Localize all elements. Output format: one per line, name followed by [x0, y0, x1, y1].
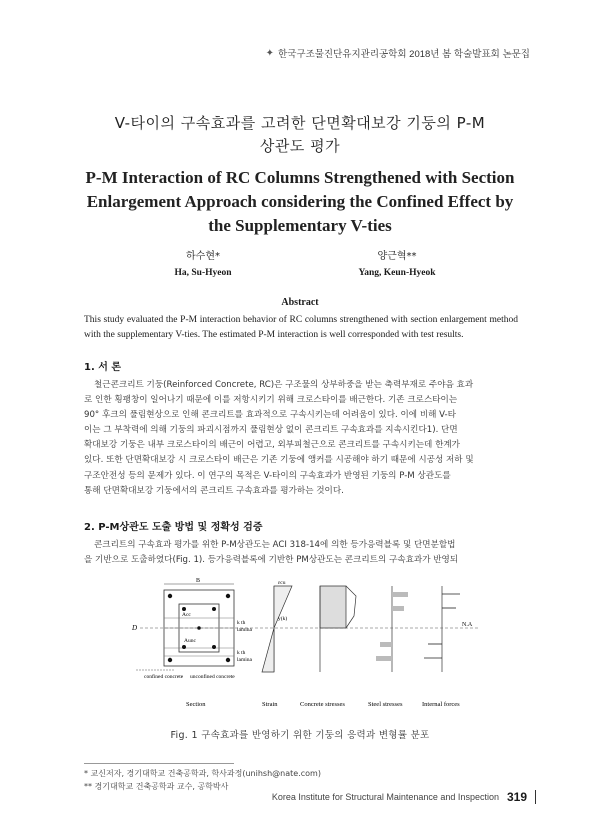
- lamina-label: lamina: [237, 627, 252, 633]
- page-number: 319: [506, 790, 527, 804]
- concrete-stresses-label: Concrete stresses: [300, 701, 345, 708]
- section-1-line: 90° 후크의 풀림현상으로 인해 콘크리트를 효과적으로 구속시키는데 어려움이 있다. 이에 비해 V-타: [84, 410, 456, 421]
- concrete-stress-block: [320, 586, 346, 628]
- rebar: [168, 658, 172, 662]
- depth-label: D: [132, 624, 138, 632]
- footnote-divider: [84, 763, 234, 764]
- strain-label: Strain: [262, 701, 278, 708]
- rebar: [226, 594, 230, 598]
- kth-label: k th: [237, 650, 246, 656]
- english-title-line-2: Enlargement Approach considering the Confined Effect by: [86, 192, 514, 211]
- ultimate-strain-label: εcu: [278, 580, 286, 586]
- section-1-line: 철근콘크리트 기둥(Reinforced Concrete, RC)은 구조물의 상부하중을 받는 축력부재로 주야음 효과: [94, 380, 474, 390]
- lamina-label: lamina: [237, 657, 252, 663]
- author-1-korean: 하수현*: [186, 251, 220, 262]
- rebar: [212, 645, 216, 649]
- neutral-axis-label: N.A: [462, 622, 473, 628]
- internal-forces-label: Internal forces: [422, 701, 460, 708]
- journal-header-text: 한국구조물진단유지관리공학회 2018년 봄 학술발표회 논문집: [278, 49, 530, 60]
- author-2-korean: 양근혁**: [377, 251, 417, 262]
- section-2-line: 을 기반으로 도출하였다(Fig. 1). 등가응력블록에 기반한 PM상관도는 콘크리트의 구속효과가 반영되: [84, 555, 459, 566]
- author-2-english: Yang, Keun-Hyeok: [358, 268, 436, 278]
- rebar: [182, 645, 186, 649]
- confined-legend: confined concrete: [144, 674, 184, 680]
- section-1-body: [84, 378, 518, 499]
- english-title: [60, 166, 540, 238]
- kth-label: k th: [237, 620, 246, 626]
- journal-logo-icon: ✦: [265, 47, 275, 59]
- footer-divider: [535, 790, 536, 804]
- section-2-heading: 2. P-M상관도 도출 방법 및 정확성 검증: [84, 522, 263, 533]
- figure-caption: Fig. 1 구속효과를 반영하기 위한 기둥의 응력과 변형률 분포: [170, 730, 430, 741]
- author-2: [322, 248, 472, 282]
- confined-area-label: Acc: [182, 612, 191, 618]
- footer-institution: Korea Institute for Structural Maintenance and Inspection: [271, 792, 499, 802]
- unconfined-area-label: Aunc: [184, 638, 196, 644]
- section-2-line: 콘크리트의 구속효과 평가를 위한 P-M상관도는 ACI 318-14에 의한 등가응력블록 및 단면분할법: [94, 540, 456, 550]
- steel-stress-bar: [376, 656, 392, 661]
- section-1-line: 이는 그 부착력에 의해 기둥의 파괴시점까지 풀림현상 없이 콘크리트 구속효과를 지속시킨다1). 단면: [84, 425, 458, 436]
- korean-title: [60, 112, 540, 158]
- rebar: [226, 658, 230, 662]
- footnote-2: ** 경기대학교 건축공학과 교수, 공학박사: [84, 782, 229, 791]
- korean-title-line-2: 상관도 평가: [259, 137, 341, 155]
- korean-title-line-1: V-타이의 구속효과를 고려한 단면확대보강 기둥의 P-M: [114, 114, 486, 132]
- abstract-heading: Abstract: [281, 297, 319, 308]
- stress-strain-figure: [124, 576, 480, 728]
- rebar: [212, 607, 216, 611]
- abstract-text: This study evaluated the P-M interaction behavior of RC columns strengthened with section enlargement method with the supplementary V-ties. The estimated P-M interaction is well corresponded with test results.: [84, 315, 518, 340]
- steel-stress-bar: [380, 642, 392, 647]
- section-1-heading: 1. 서 론: [84, 362, 122, 373]
- rebar: [182, 607, 186, 611]
- steel-stress-bar: [392, 592, 408, 597]
- section-label: Section: [186, 701, 206, 708]
- section-1-line: 있다. 또한 단면확대보강 시 크로스타이 배근은 기존 기둥에 앵커를 시공해야 하기 때문에 시공성 저하 및: [84, 455, 474, 466]
- steel-stress-bar: [392, 606, 404, 611]
- page-footer: [272, 790, 536, 804]
- english-title-line-1: P-M Interaction of RC Columns Strengthened with Section: [85, 168, 515, 187]
- neutral-depth-label: y(k): [278, 616, 288, 622]
- section-2-body: [84, 538, 518, 568]
- section-1-line: 로 인한 횡팽창이 일어나기 때문에 이를 저항시키기 위해 크로스타이를 배근한다. 기존 크로스타이는: [84, 395, 458, 406]
- steel-stresses-label: Steel stresses: [368, 701, 403, 708]
- footnote-1: * 교신저자, 경기대학교 건축공학과, 학사과정(unihsh@nate.com): [84, 769, 321, 778]
- width-label: B: [196, 578, 201, 584]
- english-title-line-3: the Supplementary V-ties: [208, 216, 392, 235]
- tensile-strain-triangle: [262, 628, 274, 672]
- rebar: [168, 594, 172, 598]
- section-1-line: 통해 단면확대보강 기둥에서의 콘크리트 구속효과를 평가하는 것이다.: [84, 485, 344, 496]
- journal-header: [266, 46, 530, 60]
- author-1: [128, 248, 278, 282]
- author-1-english: Ha, Su-Hyeon: [174, 268, 232, 278]
- unconfined-legend: unconfined concrete: [190, 674, 235, 680]
- confined-stress-curve: [346, 586, 356, 628]
- section-1-line: 구조안전성 등의 문제가 있다. 이 연구의 목적은 V-타이의 구속효과가 반영된 기둥의 P-M 상관도를: [84, 470, 451, 481]
- section-1-line: 확대보강 기둥은 내부 크로스타이의 배근이 어렵고, 외부피철근으로 콘크리트를 구속시키는데 한계가: [84, 440, 460, 451]
